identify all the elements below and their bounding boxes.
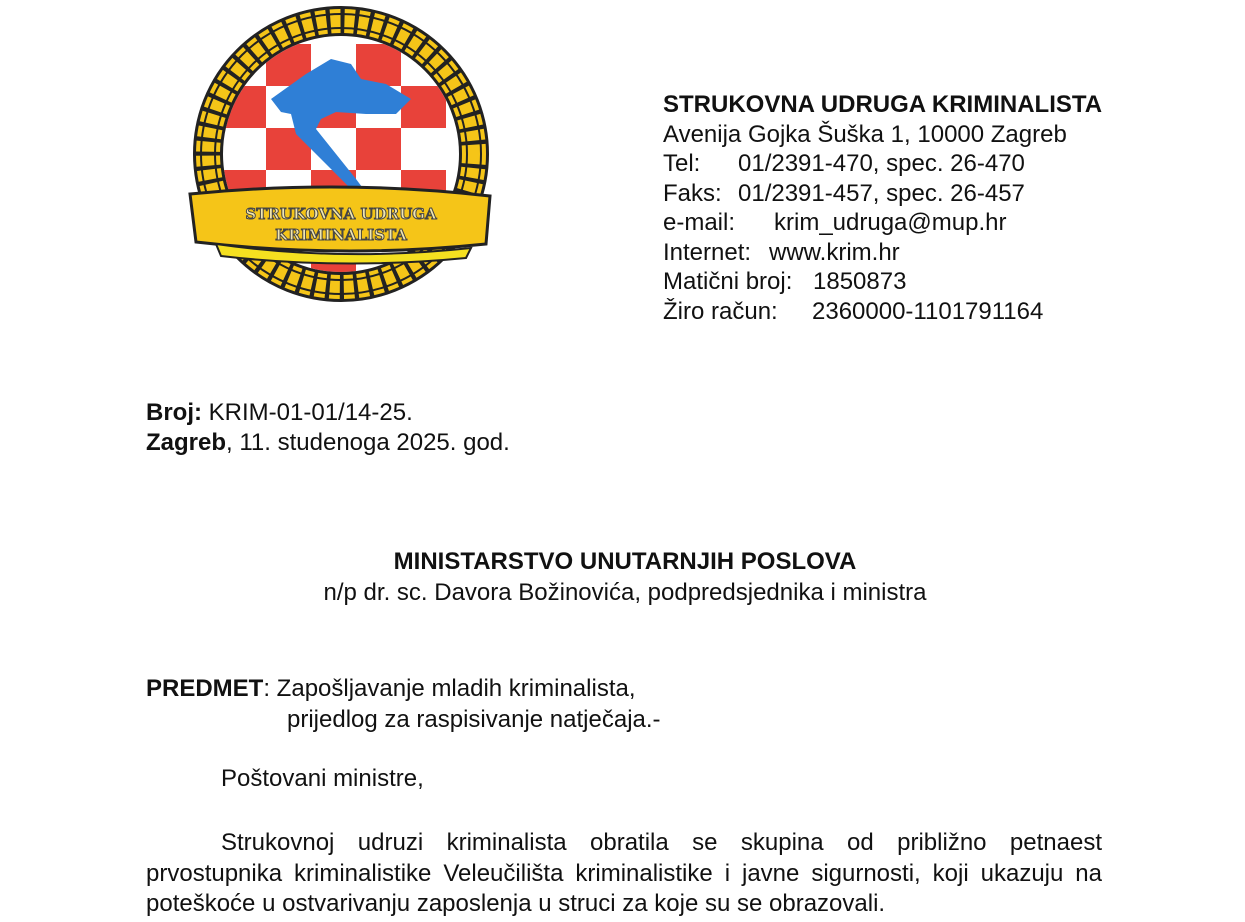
svg-text:KRIMINALISTA: KRIMINALISTA xyxy=(275,226,407,244)
address: Avenija Gojka Šuška 1, 10000 Zagreb xyxy=(663,120,1067,148)
fax-value: 01/2391-457, spec. 26-457 xyxy=(738,179,1025,207)
internet-value: www.krim.hr xyxy=(769,238,900,266)
org-name: STRUKOVNA UDRUGA KRIMINALISTA xyxy=(663,91,1103,118)
broj-label: Broj: xyxy=(146,399,202,426)
ziro-label: Žiro račun: xyxy=(663,297,778,325)
ziro-value: 2360000-1101791164 xyxy=(812,297,1044,325)
body-paragraph: Strukovnoj udruzi kriminalista obratila se skupina od približno petnaest prvostupnika kriminalistike Veleučilišta kriminalistike i javne sigurnosti, koji ukazuju na poteškoće u ostvarivanju zaposlenja u struci za koje su se obrazovali. xyxy=(146,829,1102,917)
fax-label: Faks: xyxy=(663,179,722,207)
association-logo xyxy=(186,4,496,316)
recipient-block xyxy=(0,546,1245,608)
broj-value: KRIM-01-01/14-25. xyxy=(202,399,413,426)
tel-value: 01/2391-470, spec. 26-470 xyxy=(738,150,1025,177)
recipient-attention: n/p dr. sc. Davora Božinovića, podpredsjednika i ministra xyxy=(323,579,927,606)
subject-block xyxy=(146,673,661,735)
place-label: Zagreb xyxy=(146,429,227,456)
subject-line2: prijedlog za raspisivanje natječaja.- xyxy=(287,706,661,733)
reference-block xyxy=(146,398,510,458)
date-value: , 11. studenoga 2025. god. xyxy=(226,429,510,456)
internet-label: Internet: xyxy=(663,238,752,266)
mb-label: Matični broj: xyxy=(663,268,793,295)
email-label: e-mail: xyxy=(663,209,736,236)
salutation: Poštovani ministre, xyxy=(221,765,424,792)
mb-value: 1850873 xyxy=(813,268,907,295)
subject-label: PREDMET xyxy=(146,675,264,702)
subject-line1: : Zapošljavanje mladih kriminalista, xyxy=(263,675,636,702)
letterhead xyxy=(663,90,1102,326)
recipient-name: MINISTARSTVO UNUTARNJIH POSLOVA xyxy=(393,548,857,575)
email-value: krim_udruga@mup.hr xyxy=(774,209,1007,236)
tel-label: Tel: xyxy=(663,150,701,177)
svg-text:STRUKOVNA UDRUGA: STRUKOVNA UDRUGA xyxy=(245,205,437,223)
